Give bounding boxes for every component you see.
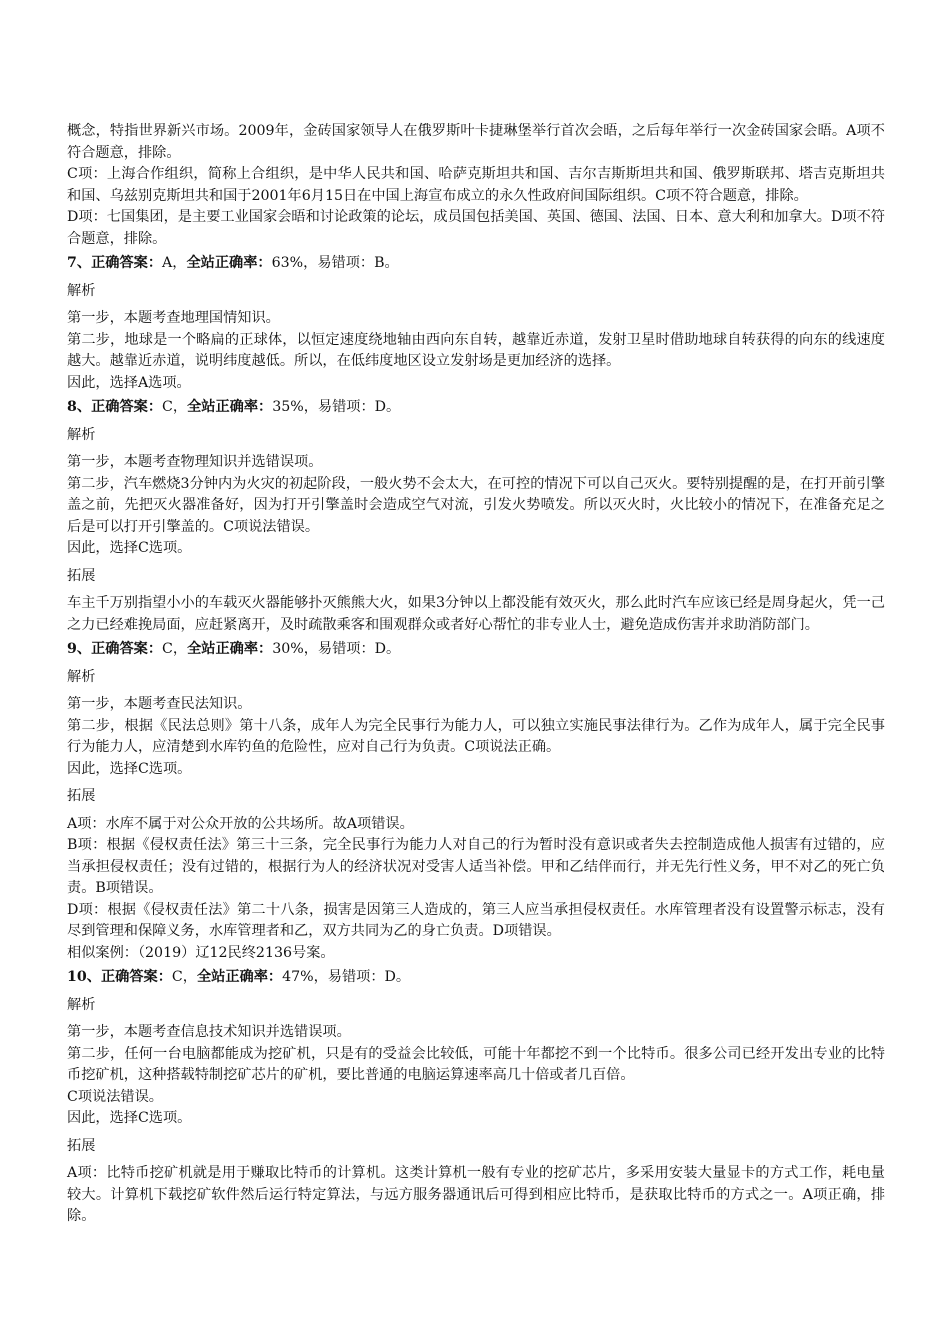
analysis-title: 解析 xyxy=(67,426,96,443)
analysis-paragraph: 因此，选择C选项。 xyxy=(67,760,192,777)
analysis-paragraph: 因此，选择A选项。 xyxy=(67,374,191,391)
question-8 xyxy=(67,397,885,636)
extension-paragraph: 车主千万别指望小小的车载灭火器能够扑灭熊熊大火，如果3分钟以上都没能有效灭火，那么此时汽车应该已经是周身起火，凭一己之力已经难挽局面，应赶紧离开，及时疏散乘客和围观群众或者好心帮忙的非专业人士，避免造成伤害并求助消防部门。 xyxy=(67,595,885,633)
analysis-title: 解析 xyxy=(67,282,96,299)
intro-paragraph: D项：七国集团，是主要工业国家会晤和讨论政策的论坛，成员国包括美国、英国、德国、法国、日本、意大利和加拿大。D项不符合题意，排除。 xyxy=(67,209,885,247)
analysis-paragraph: 第二步，汽车燃烧3分钟内为火灾的初起阶段，一般火势不会太大，在可控的情况下可以自己灭火。要特别提醒的是，在打开前引擎盖之前，先把灭火器准备好，因为打开引擎盖时会造成空气对流，引发火势喷发。所以灭火时，火比较小的情况下，在准备充足之后是可以打开引擎盖的。C项说法错误。 xyxy=(67,475,885,535)
answer-header: 9、正确答案：C，全站正确率：30%，易错项：D。 xyxy=(67,641,401,657)
extension-paragraph: 相似案例：（2019）辽12民终2136号案。 xyxy=(67,944,335,961)
extension-title: 拓展 xyxy=(67,1137,96,1154)
analysis-paragraph: 第二步，任何一台电脑都能成为挖矿机，只是有的受益会比较低，可能十年都挖不到一个比特币。很多公司已经开发出专业的比特币挖矿机，这种搭载特制挖矿芯片的矿机，要比普通的电脑运算速率高几十倍或者几百倍。 xyxy=(67,1045,885,1083)
question-7 xyxy=(67,253,885,394)
answer-header: 8、正确答案：C，全站正确率：35%，易错项：D。 xyxy=(67,399,401,415)
analysis-title: 解析 xyxy=(67,996,96,1013)
analysis-paragraph: 第二步，根据《民法总则》第十八条，成年人为完全民事行为能力人，可以独立实施民事法律行为。乙作为成年人，属于完全民事行为能力人，应清楚到水库钓鱼的危险性，应对自己行为负责。C项说法正确。 xyxy=(67,717,885,755)
answer-header: 10、正确答案：C，全站正确率：47%，易错项：D。 xyxy=(67,969,411,985)
intro-paragraph: C项：上海合作组织，简称上合组织，是中华人民共和国、哈萨克斯坦共和国、吉尔吉斯斯坦共和国、俄罗斯联邦、塔吉克斯坦共和国、乌兹别克斯坦共和国于2001年6月15日在中国上海宣布成立的永久性政府间国际组织。C项不符合题意，排除。 xyxy=(67,166,885,204)
analysis-paragraph: 第一步，本题考查信息技术知识并选错误项。 xyxy=(67,1024,351,1040)
analysis-paragraph: 第一步，本题考查地理国情知识。 xyxy=(67,310,280,326)
extension-paragraph: A项：比特币挖矿机就是用于赚取比特币的计算机。这类计算机一般有专业的挖矿芯片，多采用安装大量显卡的方式工作，耗电量较大。计算机下载挖矿软件然后运行特定算法，与远方服务器通讯后可得到相应比特币，是获取比特币的方式之一。A项正确，排除。 xyxy=(67,1165,886,1224)
extension-paragraph: D项：根据《侵权责任法》第二十八条，损害是因第三人造成的，第三人应当承担侵权责任。水库管理者没有设置警示标志，没有尽到管理和保障义务，水库管理者和乙，双方共同为乙的身亡负责。D项错误。 xyxy=(67,901,885,939)
question-9 xyxy=(67,639,885,964)
analysis-paragraph: C项说法错误。 xyxy=(67,1088,163,1105)
extension-paragraph: B项：根据《侵权责任法》第三十三条，完全民事行为能力人对自己的行为暂时没有意识或者失去控制造成他人损害有过错的，应当承担侵权责任；没有过错的，根据行为人的经济状况对受害人适当补偿。甲和乙结伴而行，并无先行性义务，甲不对乙的死亡负责。B项错误。 xyxy=(67,837,885,896)
question-10 xyxy=(67,967,885,1228)
analysis-title: 解析 xyxy=(67,668,96,685)
analysis-paragraph: 第一步，本题考查民法知识。 xyxy=(67,696,252,712)
extension-title: 拓展 xyxy=(67,567,96,584)
answer-header: 7、正确答案：A，全站正确率：63%，易错项：B。 xyxy=(67,255,399,271)
document-page xyxy=(67,121,885,1231)
analysis-paragraph: 因此，选择C选项。 xyxy=(67,1110,192,1126)
analysis-paragraph: 第二步，地球是一个略扁的正球体，以恒定速度绕地轴由西向东自转，越靠近赤道，发射卫星时借助地球自转获得的向东的线速度越大。越靠近赤道，说明纬度越低。所以，在低纬度地区设立发射场是更加经济的选择。 xyxy=(67,331,885,369)
intro-paragraph: 概念，特指世界新兴市场。2009年，金砖国家领导人在俄罗斯叶卡捷琳堡举行首次会晤，之后每年举行一次金砖国家会晤。A项不符合题意，排除。 xyxy=(67,123,885,161)
analysis-paragraph: 因此，选择C选项。 xyxy=(67,540,192,556)
extension-title: 拓展 xyxy=(67,788,96,804)
analysis-paragraph: 第一步，本题考查物理知识并选错误项。 xyxy=(67,454,323,470)
extension-paragraph: A项：水库不属于对公众开放的公共场所。故A项错误。 xyxy=(67,815,414,832)
intro-section xyxy=(67,121,885,250)
